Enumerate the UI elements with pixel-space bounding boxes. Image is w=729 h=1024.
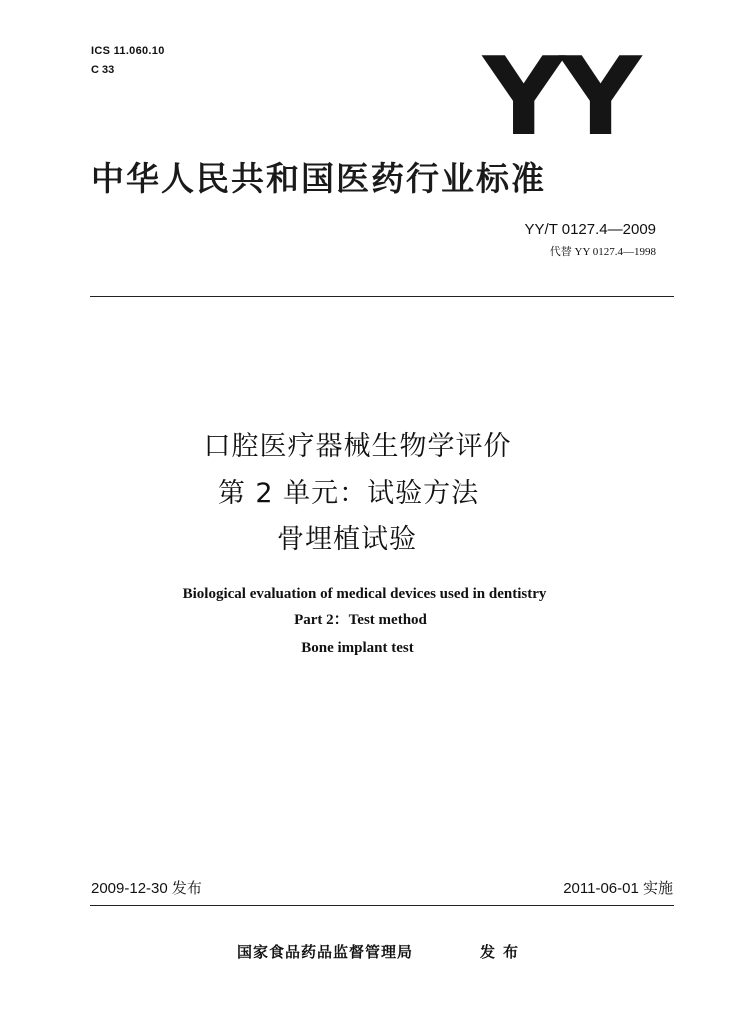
title-en-line3: Bone implant test [301, 640, 414, 656]
issue-label: 发布 [480, 943, 527, 961]
implementation-date: 2011-06-01 实施 [563, 880, 673, 897]
yy-logo: YY [482, 35, 636, 160]
standard-number: YY/T 0127.4—2009 [524, 221, 656, 238]
classification-code: C 33 [91, 64, 115, 76]
ics-code: ICS 11.060.10 [91, 45, 165, 57]
replaces-standard: 代替 YY 0127.4—1998 [549, 246, 656, 258]
title-en-line1: Biological evaluation of medical devices used in dentistry [182, 586, 547, 602]
top-divider [90, 296, 674, 297]
title-zh-line1: 口腔医疗器械生物学评价 [203, 431, 512, 462]
title-zh-line3: 骨埋植试验 [277, 524, 417, 555]
bottom-divider [90, 905, 674, 906]
title-en-line2: Part 2：Test method [294, 612, 427, 628]
title-zh-line2: 第 2 单元：试验方法 [217, 478, 480, 509]
organization-title: 中华人民共和国医药行业标准 [91, 159, 546, 198]
issue-date: 2009-12-30 发布 [91, 880, 202, 897]
issuing-authority: 国家食品药品监督管理局 [237, 943, 414, 961]
